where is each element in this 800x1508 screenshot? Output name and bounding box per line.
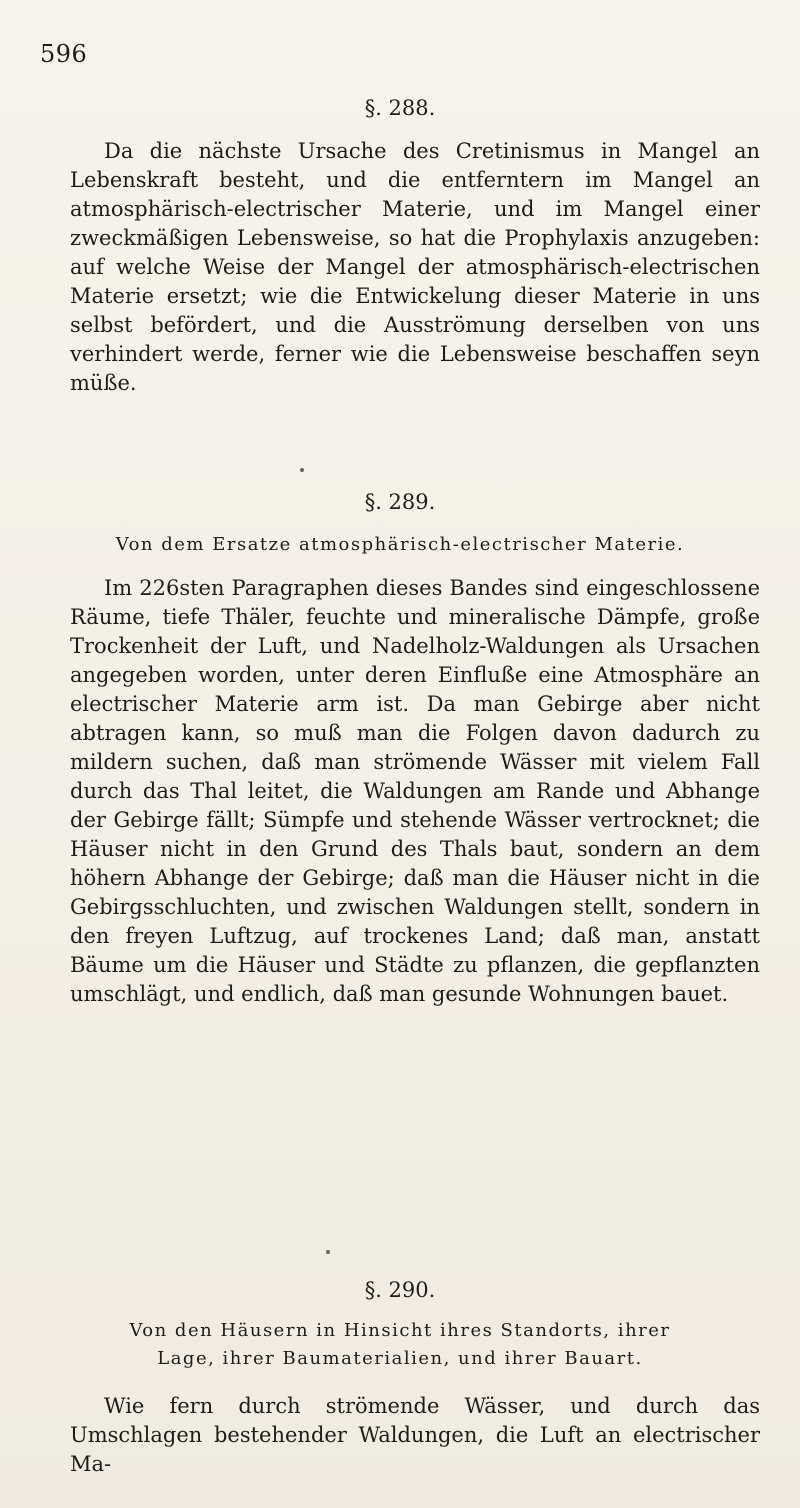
print-speck [300,468,304,472]
section-289-paragraph: Im 226sten Paragraphen dieses Bandes sind eingeschlossene Räume, tiefe Thäler, feuchte und mineralische Dämpfe, große Trockenheit der Luft, und Nadelholz-Waldungen als Ursachen angegeben worden, unter deren Einfluße eine Atmosphäre an electrischer Materie arm ist. Da man Gebirge aber nicht abtragen kann, so muß man die Folgen davon dadurch zu mildern suchen, daß man strömende Wässer mit vielem Fall durch das Thal leitet, die Waldungen am Rande und Abhange der Gebirge fällt; Sümpfe und stehende Wässer vertrocknet; die Häuser nicht in den Grund des Thals baut, sondern an dem höhern Abhange der Gebirge; daß man die Häuser nicht in die Gebirgsschluchten, und zwischen Waldungen stellt, sondern in den freyen Luftzug, auf trockenes Land; daß man, anstatt Bäume um die Häuser und Städte zu pflanzen, die gepflanzten umschlägt, und endlich, daß man gesunde Wohnungen bauet. [70,576,760,1006]
print-speck [326,1250,330,1254]
section-290-paragraph: Wie fern durch strömende Wässer, und durch das Umschlagen bestehender Waldungen, die Luft an electrischer Ma- [70,1394,760,1476]
section-290-label: §. 290. [364,1278,436,1302]
section-289-label: §. 289. [364,490,436,514]
section-289-title: Von dem Ersatze atmosphärisch-electrischer Materie. [115,534,685,555]
section-290-title-line-1: Von den Häusern in Hinsicht ihres Standorts, ihrer [129,1320,671,1341]
section-288-label: §. 288. [364,96,436,120]
section-290-title-line-2: Lage, ihrer Baumaterialien, und ihrer Bauart. [157,1348,643,1369]
page-number: 596 [40,40,88,68]
section-288-paragraph: Da die nächste Ursache des Cretinismus in Mangel an Lebenskraft besteht, und die entferntern im Mangel an atmosphärisch-electrischer Materie, und im Mangel einer zweckmäßigen Lebensweise, so hat die Prophylaxis anzugeben: auf welche Weise der Mangel der atmosphärisch-electrischen Materie ersetzt; wie die Entwickelung dieser Materie in uns selbst befördert, und die Ausströmung derselben von uns verhindert werde, ferner wie die Lebensweise beschaffen seyn müße. [70,139,760,395]
